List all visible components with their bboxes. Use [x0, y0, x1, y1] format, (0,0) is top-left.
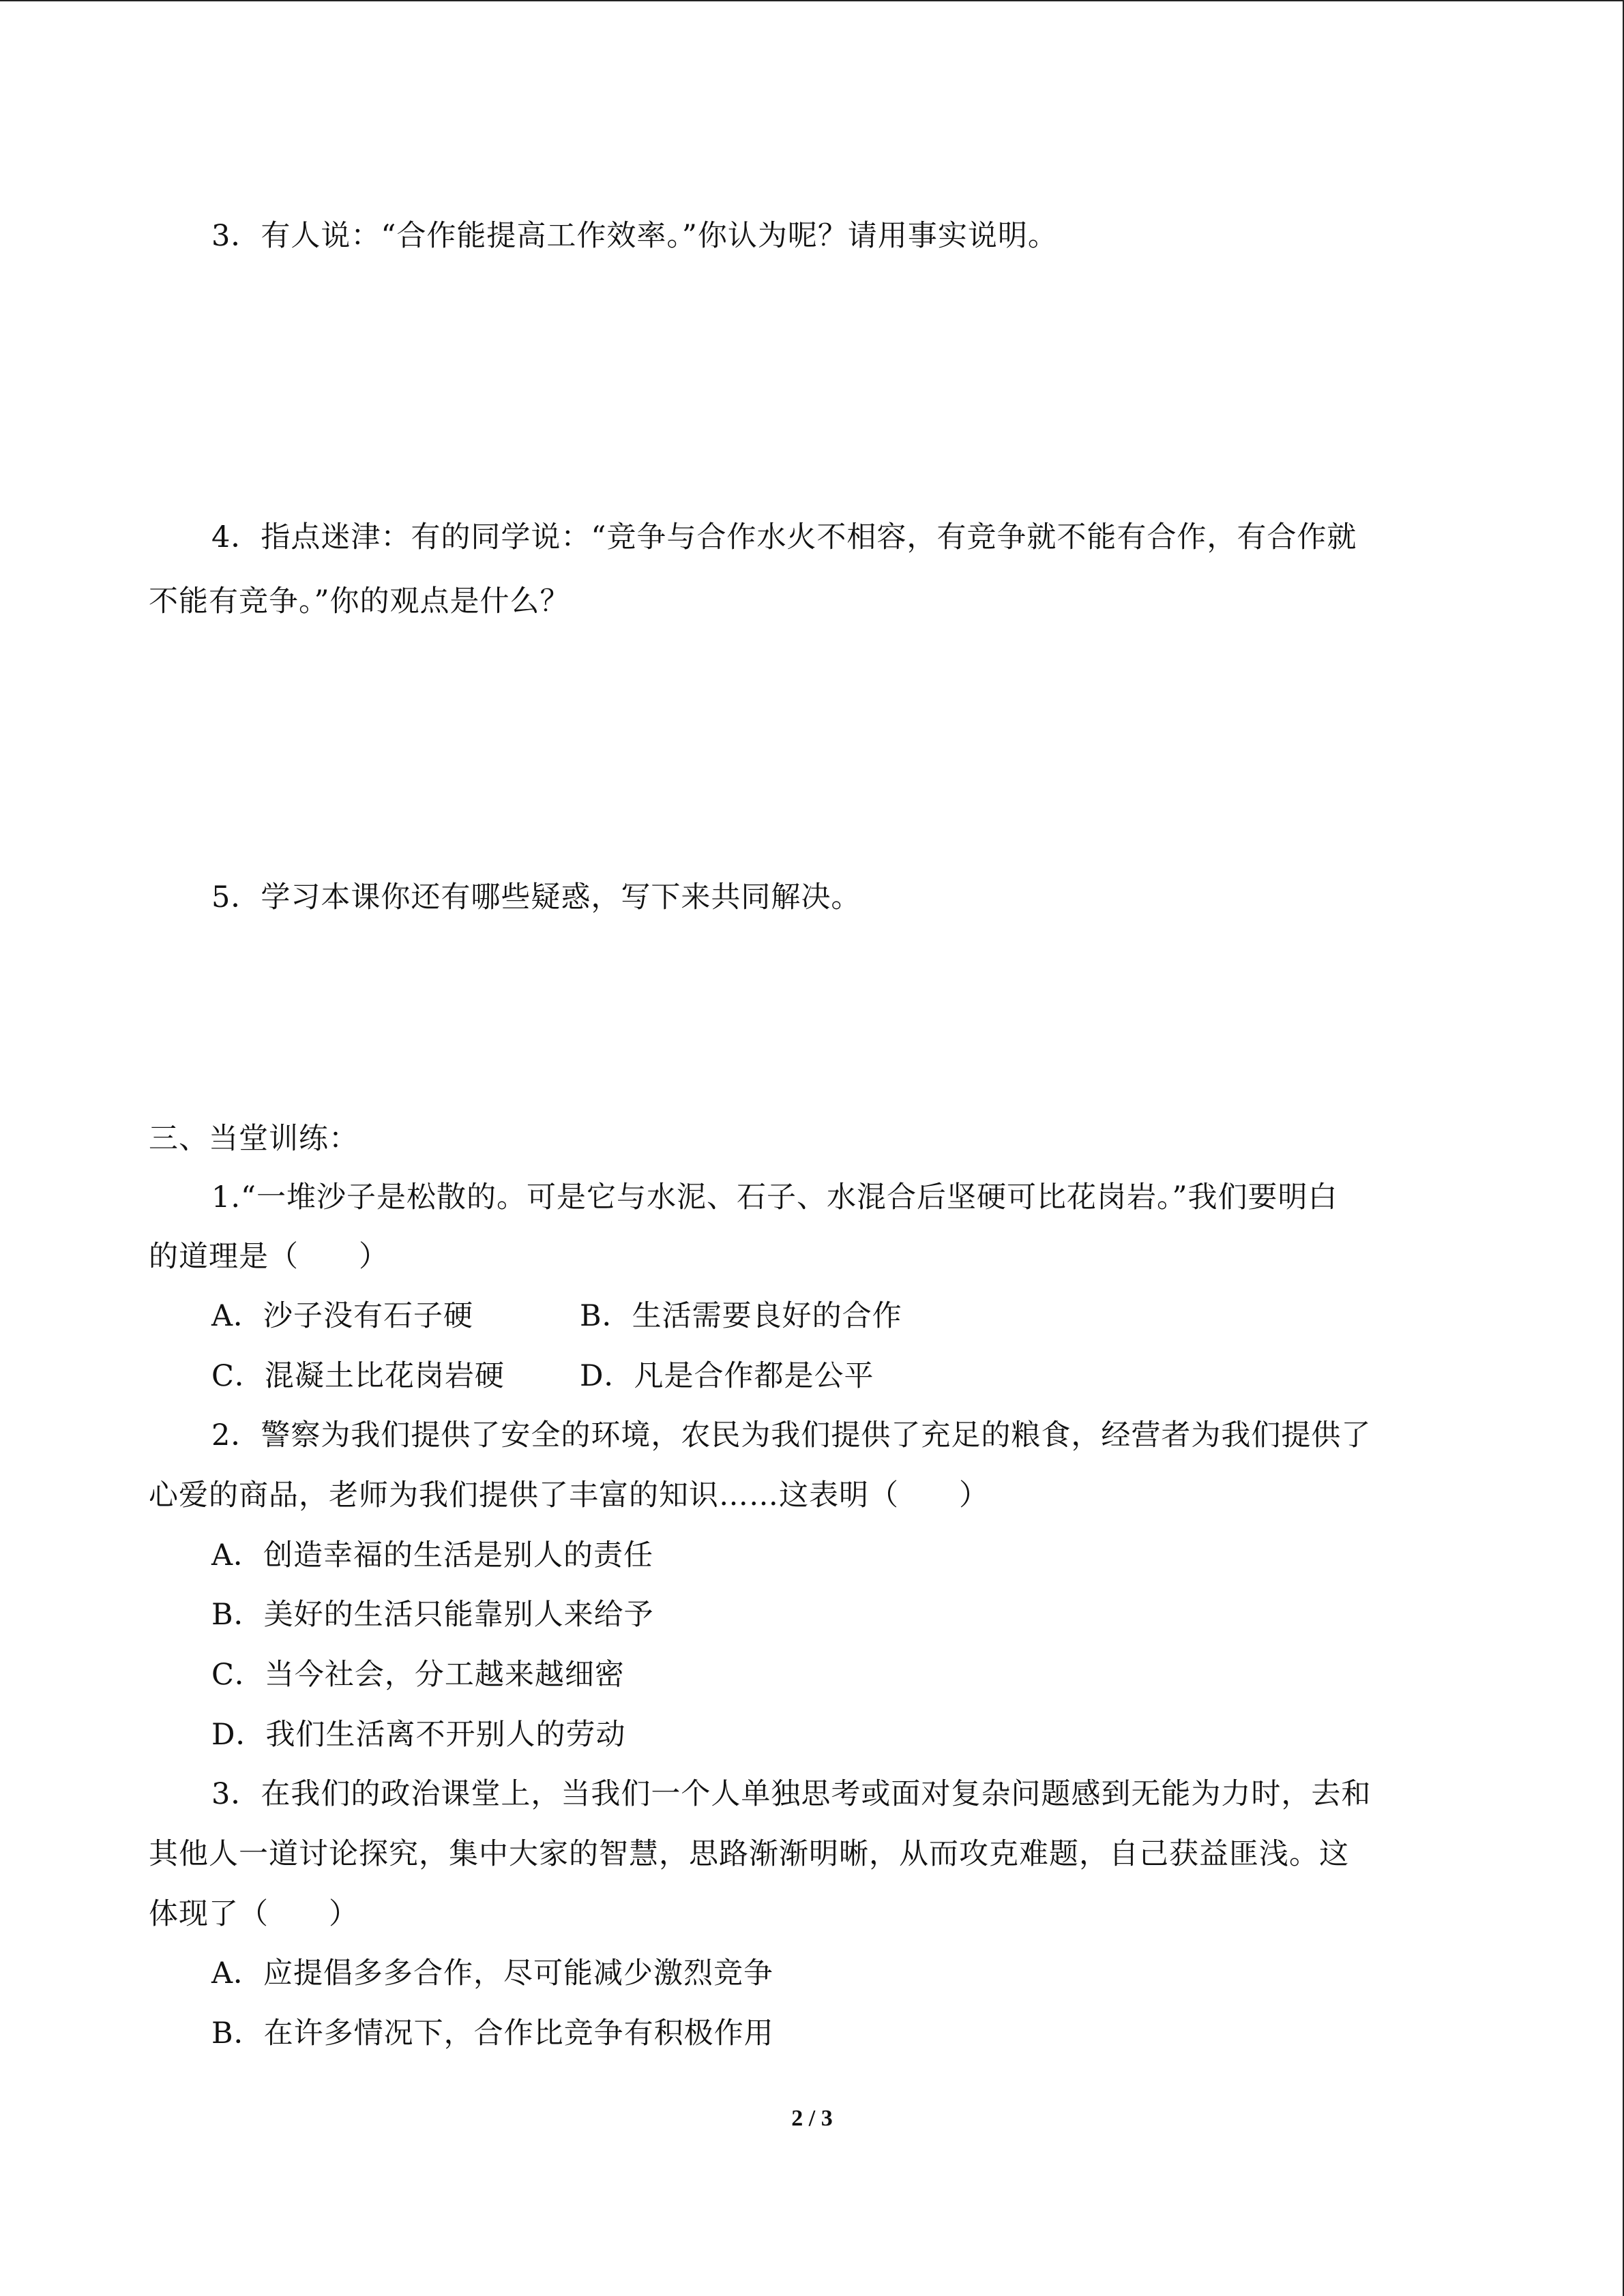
- exercise-3-line-1: 3．在我们的政治课堂上，当我们一个人单独思考或面对复杂问题感到无能为力时，去和: [211, 1777, 1372, 1811]
- question-4-line-1: 4．指点迷津：有的同学说：“竞争与合作水火不相容，有竞争就不能有合作，有合作就: [211, 520, 1357, 554]
- page-number: 2 / 3: [791, 2106, 833, 2131]
- exercise-3-line-3: 体现了（ ）: [149, 1897, 359, 1931]
- exercise-1-line-2: 的道理是（ ）: [149, 1240, 389, 1274]
- exercise-2-option-a: A．创造幸福的生活是别人的责任: [211, 1538, 654, 1572]
- question-3-text: 3．有人说：“合作能提高工作效率。”你认为呢？请用事实说明。: [211, 219, 1058, 253]
- exercise-1-option-d: D．凡是合作都是公平: [580, 1359, 874, 1393]
- exercise-3-option-b: B．在许多情况下，合作比竞争有积极作用: [211, 2016, 774, 2051]
- exercise-1-option-b: B．生活需要良好的合作: [580, 1299, 902, 1333]
- exercise-2-option-d: D．我们生活离不开别人的劳动: [211, 1718, 626, 1752]
- question-5-text: 5．学习本课你还有哪些疑惑，写下来共同解决。: [211, 880, 861, 914]
- exercise-2-line-2: 心爱的商品，老师为我们提供了丰富的知识……这表明（ ）: [149, 1478, 989, 1512]
- exercise-1-line-1: 1.“一堆沙子是松散的。可是它与水泥、石子、水混合后坚硬可比花岗岩。”我们要明白: [211, 1180, 1338, 1214]
- exercise-1-option-c: C．混凝土比花岗岩硬: [211, 1359, 505, 1393]
- exercise-1-option-a: A．沙子没有石子硬: [211, 1299, 474, 1333]
- exercise-3-option-a: A．应提倡多多合作，尽可能减少激烈竞争: [211, 1956, 774, 1991]
- exercise-2-line-1: 2．警察为我们提供了安全的环境，农民为我们提供了充足的粮食，经营者为我们提供了: [211, 1418, 1372, 1452]
- exercise-2-option-b: B．美好的生活只能靠别人来给予: [211, 1598, 654, 1632]
- section-3-heading: 三、当堂训练：: [149, 1122, 359, 1156]
- exercise-3-line-2: 其他人一道讨论探究，集中大家的智慧，思路渐渐明晰，从而攻克难题，自己获益匪浅。这: [149, 1837, 1349, 1871]
- question-4-line-2: 不能有竞争。”你的观点是什么？: [149, 584, 570, 618]
- exercise-2-option-c: C．当今社会，分工越来越细密: [211, 1658, 625, 1692]
